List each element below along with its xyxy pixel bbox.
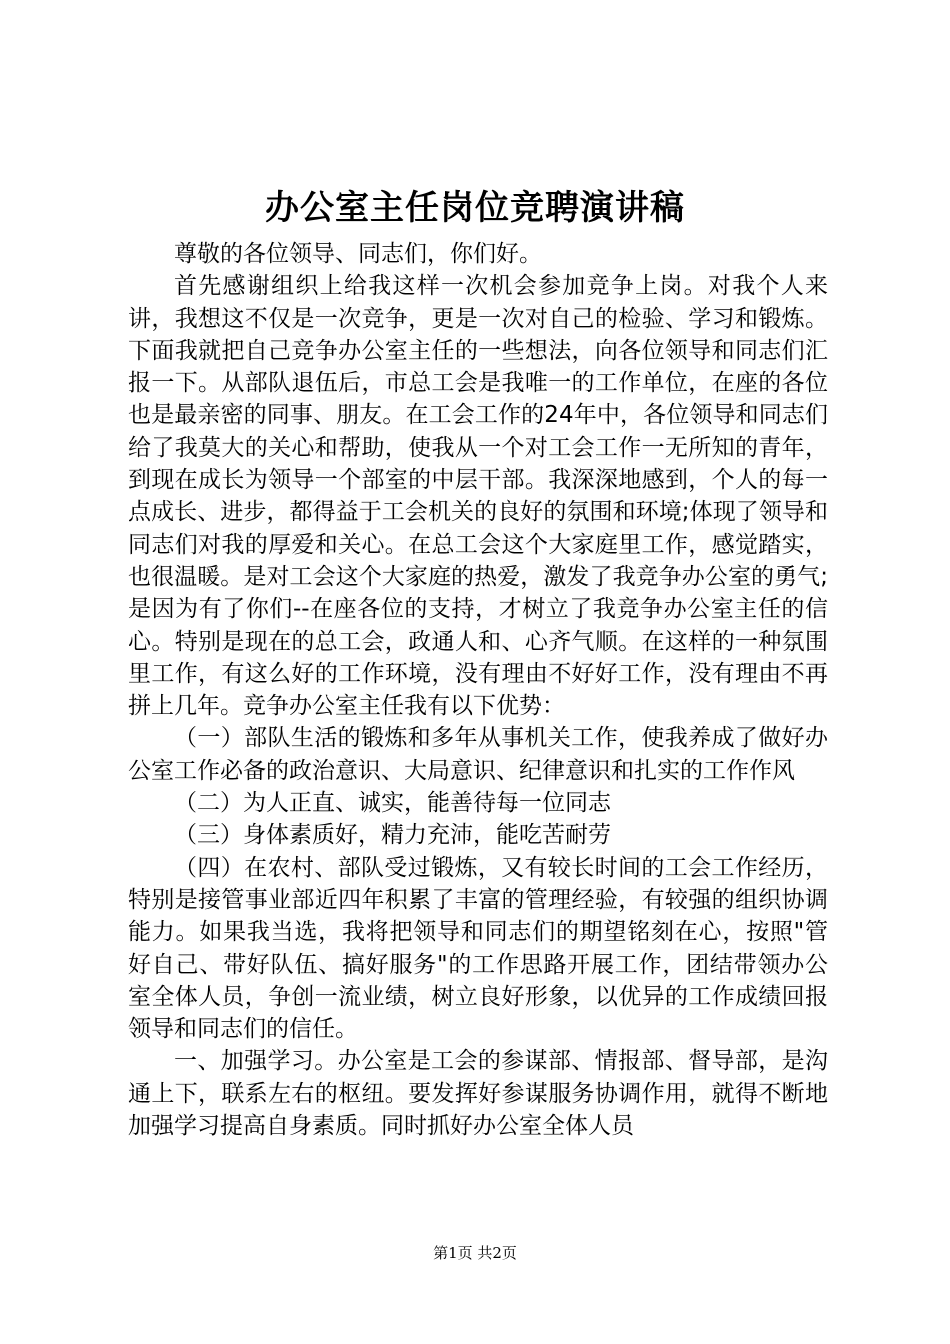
paragraph-advantage-3: （三）身体素质好，精力充沛，能吃苦耐劳 bbox=[174, 822, 611, 849]
paragraph-advantage-2: （二）为人正直、诚实，能善待每一位同志 bbox=[174, 790, 611, 817]
document-title: 办公室主任岗位竞聘演讲稿 bbox=[265, 188, 685, 228]
paragraph-advantage-1: （一）部队生活的锻炼和多年从事机关工作，使我养成了做好办公室工作必备的政治意识、大局意识、纪律意识和扎实的工作作风 bbox=[128, 725, 828, 784]
page-number-footer: 第1页 共2页 bbox=[433, 1244, 517, 1262]
paragraph-greeting: 尊敬的各位领导、同志们，你们好。 bbox=[174, 241, 542, 267]
paragraph-advantage-4: （四）在农村、部队受过锻炼，又有较长时间的工会工作经历，特别是接管事业部近四年积累了丰富的管理经验，有较强的组织协调能力。如果我当选，我将把领导和同志们的期望铭刻在心，按照"管好自己、带好队伍、搞好服务"的工作思路开展工作，团结带领办公室全体人员，争创一流业绩，树立良好形象，以优异的工作成绩回报领导和同志们的信任。 bbox=[128, 854, 828, 1043]
document-body bbox=[128, 238, 828, 1142]
paragraph-section-1: 一、加强学习。办公室是工会的参谋部、情报部、督导部，是沟通上下，联系左右的枢纽。要发挥好参谋服务协调作用，就得不断地加强学习提高自身素质。同时抓好办公室全体人员 bbox=[128, 1048, 828, 1140]
paragraph-introduction: 首先感谢组织上给我这样一次机会参加竞争上岗。对我个人来讲，我想这不仅是一次竞争，更是一次对自己的检验、学习和锻炼。下面我就把自己竞争办公室主任的一些想法，向各位领导和同志们汇报一下。从部队退伍后，市总工会是我唯一的工作单位，在座的各位也是最亲密的同事、朋友。在工会工作的24年中，各位领导和同志们给了我莫大的关心和帮助，使我从一个对工会工作一无所知的青年，到现在成长为领导一个部室的中层干部。我深深地感到，个人的每一点成长、进步，都得益于工会机关的良好的氛围和环境;体现了领导和同志们对我的厚爱和关心。在总工会这个大家庭里工作，感觉踏实，也很温暖。是对工会这个大家庭的热爱，激发了我竞争办公室的勇气;是因为有了你们--在座各位的支持，才树立了我竞争办公室主任的信心。特别是现在的总工会，政通人和、心齐气顺。在这样的一种氛围里工作，有这么好的工作环境，没有理由不好好工作，没有理由不再拼上几年。竞争办公室主任我有以下优势： bbox=[128, 273, 828, 720]
